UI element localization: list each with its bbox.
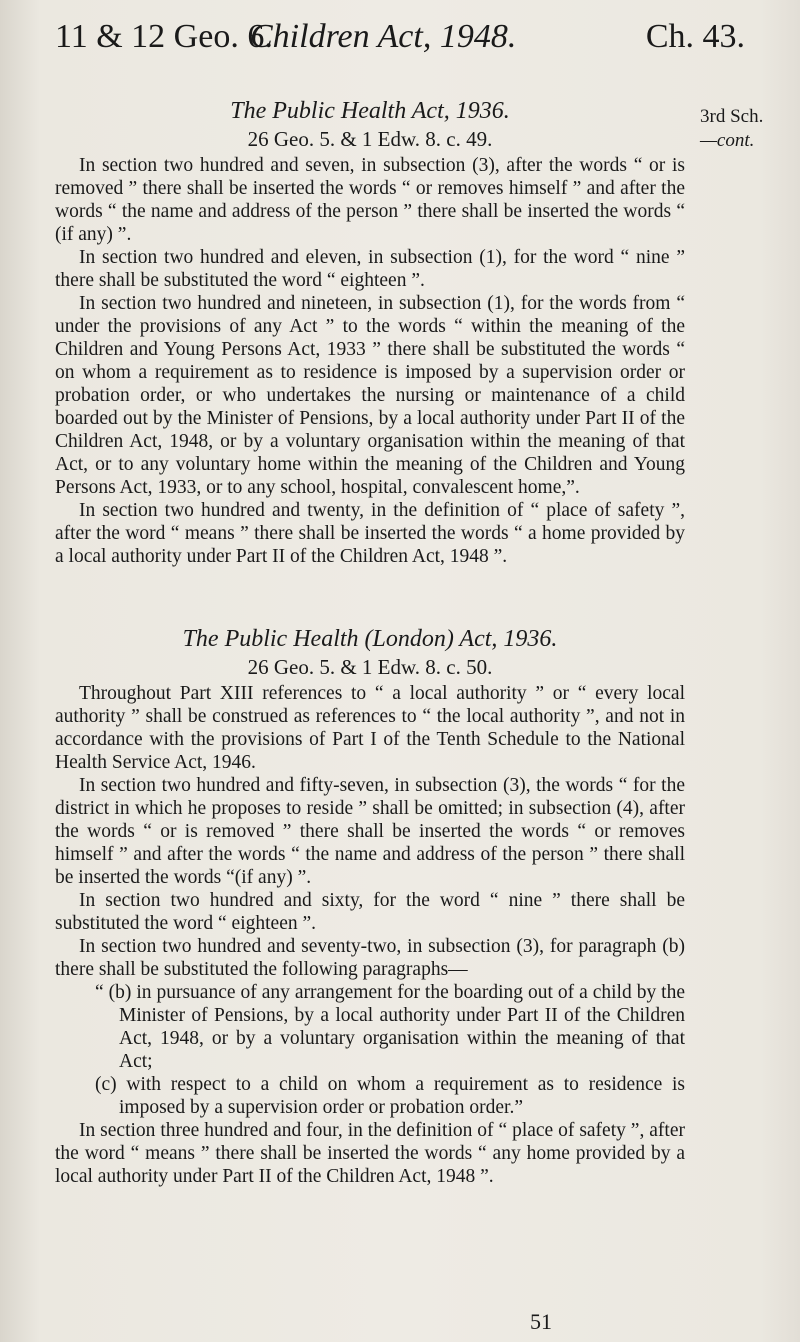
quoted-paragraph-b: “ (b) in pursuance of any arrangement for the boarding out of a child by the Minister of Pensions, by a local authority under Part II of the Children Act, 1948, or by a voluntary organisation within the meaning of that Act; bbox=[95, 982, 685, 1072]
paragraph: In section two hundred and seven, in subsection (3), after the words “ or is removed ” there shall be inserted the words “ or removes himself ” and after the words “ the name and address of the person ” there shall be inserted the words “ (if any) ”. bbox=[55, 155, 685, 245]
chapter-number: Ch. 43. bbox=[645, 18, 745, 55]
margin-note bbox=[700, 105, 795, 153]
quoted-paragraphs bbox=[95, 981, 685, 1119]
quoted-paragraph-c: (c) with respect to a child on whom a requirement as to residence is imposed by a supervision order or probation order.” bbox=[95, 1074, 685, 1118]
paragraph: In section two hundred and sixty, for the word “ nine ” there shall be substituted the word “ eighteen ”. bbox=[55, 890, 685, 934]
continued-note: —cont. bbox=[700, 130, 755, 151]
paragraph: In section two hundred and eleven, in subsection (1), for the word “ nine ” there shall be substituted the word “ eighteen ”. bbox=[55, 247, 685, 291]
section-title: The Public Health (London) Act, 1936. bbox=[182, 626, 558, 652]
page-number: 51 bbox=[530, 1309, 552, 1334]
section-gap bbox=[55, 568, 685, 624]
paragraph: In section two hundred and nineteen, in subsection (1), for the words from “ under the provisions of any Act ” to the words “ within the meaning of the Children and Young Persons Act, 1933 ” there shall be substituted the words “ on whom a requirement as to residence is imposed by a supervision order or probation order, or who undertakes the nursing or maintenance of a child boarded out by the Minister of Pensions, by a local authority under Part II of the Children Act, 1948, or by a voluntary organisation within the meaning of that Act, or to any voluntary home within the meaning of the Children and Young Persons Act, 1933, or to any school, hospital, convalescent home,”. bbox=[55, 293, 685, 498]
section-public-health-london-act bbox=[55, 624, 685, 1188]
paragraph: In section two hundred and fifty-seven, in subsection (3), the words “ for the district in which he proposes to reside ” shall be omitted; in subsection (4), after the words “ or is removed ” there shall be inserted the words “ or removes himself ” and after the words “ the name and address of the person ” there shall be inserted the words “(if any) ”. bbox=[55, 775, 685, 888]
paragraph: In section two hundred and seventy-two, in subsection (3), for paragraph (b) there shall be substituted the following paragraphs— bbox=[55, 936, 685, 980]
paragraph: Throughout Part XIII references to “ a local authority ” or “ every local authority ” shall be construed as references to “ the local authority ”, and not in accordance with the provisions of Part I of the Tenth Schedule to the National Health Service Act, 1946. bbox=[55, 683, 685, 773]
paragraph: In section two hundred and twenty, in the definition of “ place of safety ”, after the word “ means ” there shall be inserted the words “ a home provided by a local authority under Part II of the Children Act, 1948 ”. bbox=[55, 500, 685, 567]
paragraph: In section three hundred and four, in the definition of “ place of safety ”, after the word “ means ” there shall be inserted the words “ any home provided by a local authority under Part II of the Children Act, 1948 ”. bbox=[55, 1120, 685, 1187]
running-header bbox=[55, 18, 745, 54]
section-citation: 26 Geo. 5. & 1 Edw. 8. c. 49. bbox=[247, 127, 493, 151]
section-title: The Public Health Act, 1936. bbox=[230, 98, 510, 124]
schedule-reference: 3rd Sch. bbox=[700, 106, 764, 127]
section-public-health-act bbox=[55, 96, 685, 568]
act-title-header: Children Act, 1948. bbox=[250, 18, 517, 55]
body-text bbox=[55, 96, 685, 1188]
regnal-year: 11 & 12 Geo. 6. bbox=[55, 18, 273, 55]
section-citation: 26 Geo. 5. & 1 Edw. 8. c. 50. bbox=[247, 655, 493, 679]
